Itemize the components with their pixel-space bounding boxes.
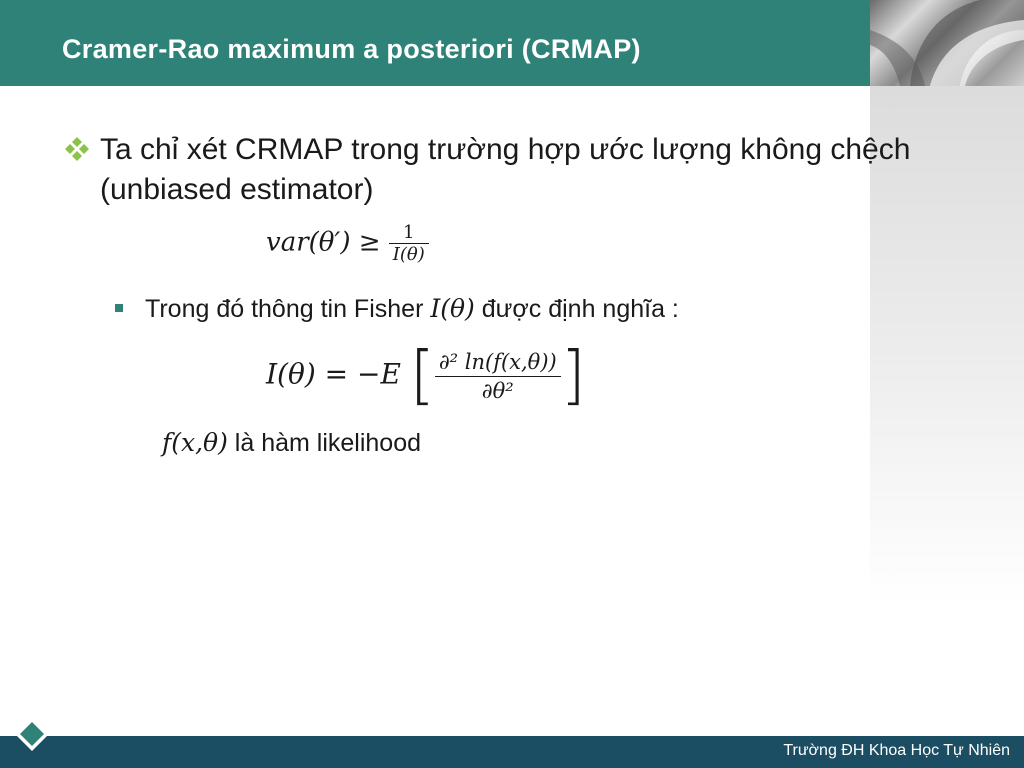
eq1-numerator: 1 — [389, 222, 429, 244]
likelihood-note — [162, 428, 421, 458]
eq1-lhs: var(θ′) ≥ — [266, 227, 381, 258]
eq2-numerator: ∂² ln(f(x,θ)) — [435, 350, 561, 377]
main-bullet-text: Ta chỉ xét CRMAP trong trường hợp ước lượng không chệch (unbiased estimator) — [100, 133, 911, 206]
cramer-rao-inequality — [266, 222, 429, 265]
left-bracket: [ — [409, 339, 435, 413]
eq2-lhs: I(θ) = −E — [266, 357, 401, 391]
slide-title: Cramer-Rao maximum a posteriori (CRMAP) — [62, 34, 641, 64]
sub-bullet-math: I(θ) — [430, 294, 475, 323]
eq2-fraction — [435, 350, 561, 403]
footer-text: Trường ĐH Khoa Học Tự Nhiên — [783, 742, 1010, 759]
sub-bullet-suffix: được định nghĩa : — [474, 295, 679, 323]
eq2-denominator: ∂θ² — [481, 378, 514, 403]
decorative-corner-image — [870, 0, 1024, 86]
eq1-fraction — [389, 222, 429, 265]
square-bullet-icon — [115, 304, 123, 312]
eq1-denominator: I(θ) — [392, 244, 425, 265]
sub-bullet-prefix: Trong đó thông tin Fisher — [145, 295, 431, 323]
diamond-logo-icon — [14, 716, 50, 752]
likelihood-math: f(x,θ) — [162, 428, 228, 457]
sub-bullet-text — [145, 294, 679, 324]
fisher-information-equation — [266, 339, 586, 413]
likelihood-text: là hàm likelihood — [227, 429, 422, 457]
right-bracket: ] — [560, 339, 586, 413]
four-diamond-bullet-icon — [64, 136, 90, 162]
